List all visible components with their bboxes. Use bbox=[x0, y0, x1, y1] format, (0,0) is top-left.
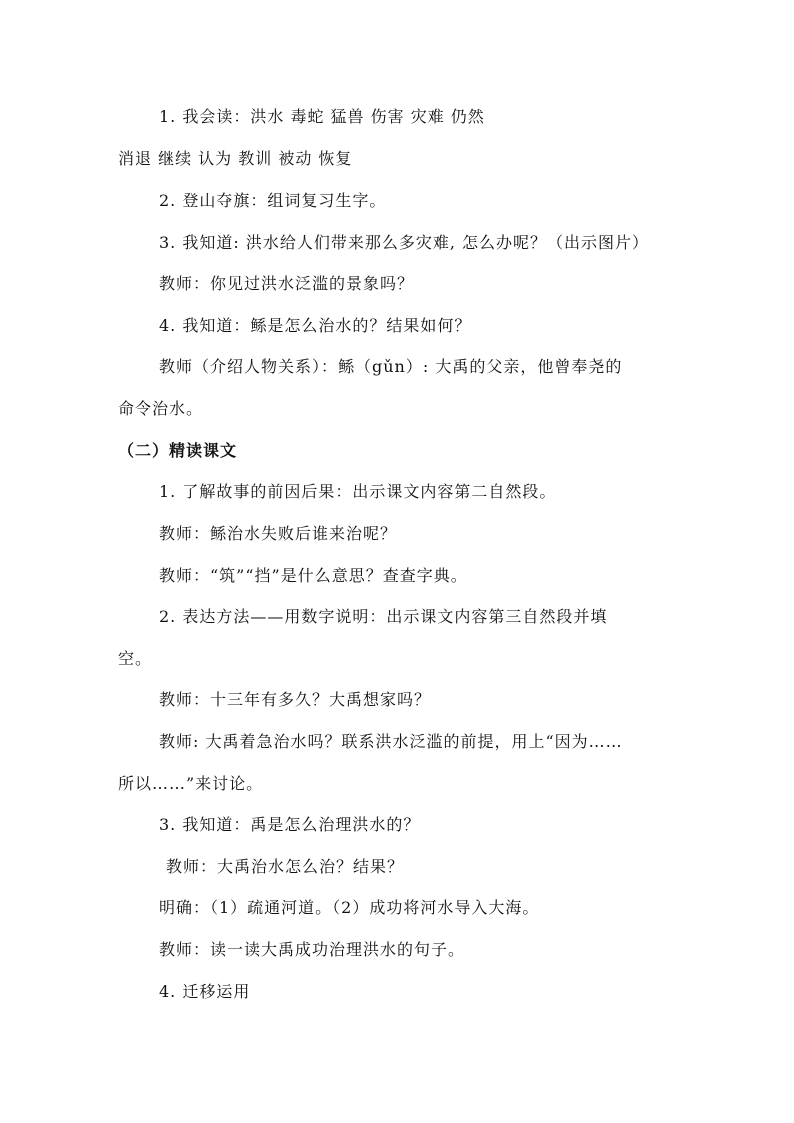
teacher-question-urgent: 教师: 大禹着急治水吗？联系洪水泛滥的前提，用上“因为…… bbox=[159, 732, 623, 751]
close-reading-step-3: 3. 我知道：禹是怎么治理洪水的？ bbox=[159, 815, 421, 834]
close-reading-step-1: 1. 了解故事的前因后果：出示课文内容第二自然段。 bbox=[159, 482, 557, 501]
step-2-line: 2. 登山夺旗：组词复习生字。 bbox=[159, 191, 387, 210]
teacher-intro-continuation: 命令治水。 bbox=[118, 399, 204, 418]
close-reading-step-2: 2. 表达方法——用数字说明：出示课文内容第三自然段并填 bbox=[159, 607, 608, 626]
teacher-question-urgent-continuation: 所以……”来讨论。 bbox=[118, 774, 264, 793]
teacher-question-how: 教师：大禹治水怎么治？结果？ bbox=[166, 857, 405, 876]
section-heading-close-reading: （二）精读课文 bbox=[118, 441, 238, 460]
step-3-line: 3. 我知道: 洪水给人们带来那么多灾难, 怎么办呢？（出示图片） bbox=[159, 233, 650, 252]
step-4-line: 4. 我知道：鲧是怎么治水的？结果如何？ bbox=[159, 316, 472, 335]
clarification-line: 明确：（1）疏通河道。（2）成功将河水导入大海。 bbox=[159, 898, 540, 917]
teacher-question-meaning: 教师：“筑”“挡”是什么意思？查查字典。 bbox=[159, 566, 468, 585]
reading-words-line-1: 1. 我会读：洪水 毒蛇 猛兽 伤害 灾难 仍然 bbox=[159, 107, 485, 126]
teacher-intro-line: 教师（介绍人物关系）：鲧（gǔn）: 大禹的父亲，他曾奉尧的 bbox=[159, 357, 623, 376]
teacher-question-flood: 教师：你见过洪水泛滥的景象吗？ bbox=[159, 274, 415, 293]
close-reading-step-4: 4. 迁移运用 bbox=[159, 982, 251, 1001]
reading-words-line-2: 消退 继续 认为 教训 被动 恢复 bbox=[118, 149, 353, 168]
teacher-read-sentences: 教师：读一读大禹成功治理洪水的句子。 bbox=[159, 940, 466, 959]
close-reading-step-2-continuation: 空。 bbox=[118, 649, 153, 668]
teacher-question-who: 教师：鲧治水失败后谁来治呢？ bbox=[159, 524, 398, 543]
teacher-question-thirteen-years: 教师：十三年有多久？大禹想家吗？ bbox=[159, 690, 432, 709]
